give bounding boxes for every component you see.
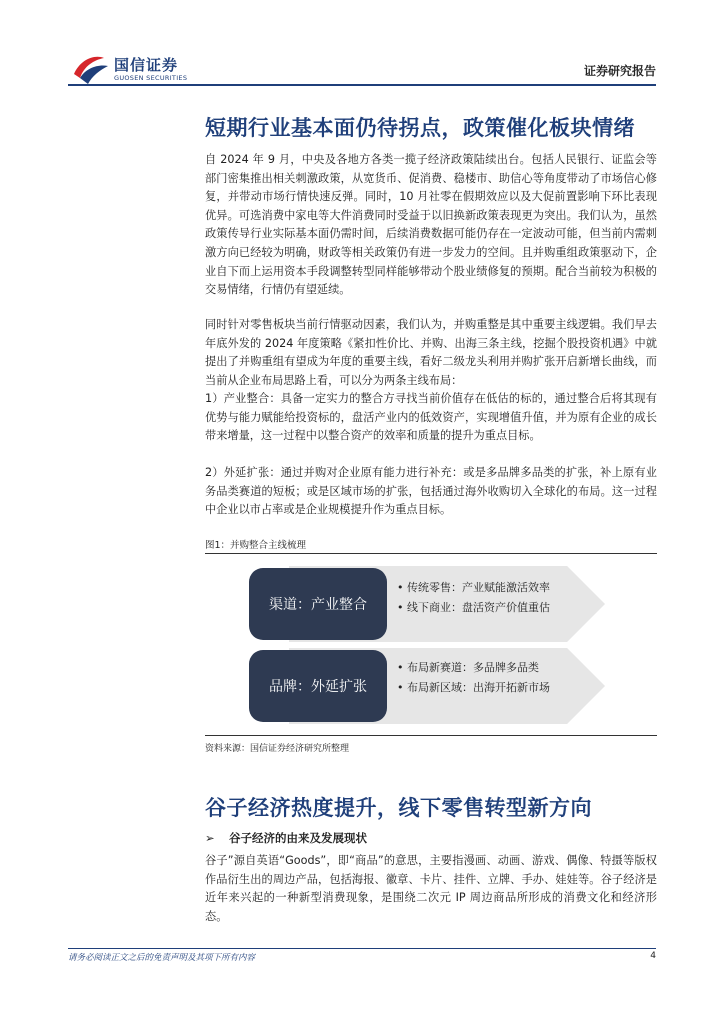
arrow-bullet-icon: ➢ (205, 831, 215, 845)
figure-top-rule (205, 553, 657, 554)
report-type-label: 证券研究报告 (583, 64, 656, 78)
page-number: 4 (650, 951, 656, 961)
paragraph-policy: 自 2024 年 9 月，中央及各地方各类一揽子经济政策陆续出台。包括人民银行、证监会等部门密集推出相关刺激政策，从宽货币、促消费、稳楼市、助信心等角度带动了市场信心修复，并带动市场行情快速反弹。同时，10 月社零在假期效应以及大促前置影响下环比表现优异。可选消费中家电等大件消费同时受益于以旧换新政策表现更为突出。我们认为，虽然政策传导行业实际基本面仍需时间，后续消费数据可能仍存在一定波动可能，但当前内需刺激方向已经较为明确，财政等相关政策仍有进一步发力的空间。且并购重组政策驱动下，企业自下而上运用资本手段调整转型同样能够带动个股业绩修复的预期。配合当前较为积极的交易情绪，行情仍有望延续。 (205, 153, 657, 297)
channel-integration-pill: 渠道：产业整合 (249, 568, 387, 640)
footer-disclaimer: 请务必阅读正文之后的免责声明及其项下所有内容 (68, 953, 256, 963)
paragraph-external-expansion: 2）外延扩张：通过并购对企业原有能力进行补充：或是多品牌多品类的扩张，补上原有业务品类赛道的短板；或是区域市场的扩张，包括通过海外收购切入全球化的布局。这一过程中企业以市占率或是企业规模提升作为重点目标。 (205, 466, 657, 517)
logo-english-name: GUOSEN SECURITIES (114, 74, 188, 82)
figure-title: 图1：并购整合主线梳理 (205, 540, 307, 551)
page-header (0, 0, 724, 90)
bullet-item: • 布局新赛道：多品牌多品类 (397, 661, 539, 674)
section-title-2: 谷子经济热度提升，线下零售转型新方向 (205, 796, 592, 820)
guosen-logo (70, 52, 200, 86)
bullet-item: • 线下商业：盘活资产价值重估 (397, 601, 550, 614)
header-divider (68, 84, 656, 86)
subsection-heading (205, 830, 367, 846)
section-title-1: 短期行业基本面仍待拐点，政策催化板块情绪 (205, 116, 635, 140)
paragraph-industry-integration: 1）产业整合：具备一定实力的整合方寻找当前价值存在低估的标的，通过整合后将其现有优势与能力赋能给投资标的，盘活产业内的低效资产，实现增值升值，并为原有企业的成长带来增量，这一过程中以整合资产的效率和质量的提升为重点目标。 (205, 392, 657, 443)
subsection-heading-text: 谷子经济的由来及发展现状 (229, 831, 367, 845)
guosen-logo-icon (70, 52, 110, 86)
figure-source: 资料来源：国信证券经济研究所整理 (205, 744, 350, 754)
bullet-item: • 传统零售：产业赋能激活效率 (397, 581, 550, 594)
paragraph-guzi-economy: 谷子”源自英语“Goods”，即“商品”的意思，主要指漫画、动画、游戏、偶像、特摄等版权作品衍生出的周边产品，包括海报、徽章、卡片、挂件、立牌、手办、娃娃等。谷子经济是近年来兴起的一种新型消费现象，是围绕二次元 IP 周边商品所形成的消费文化和经济形态。 (205, 854, 657, 923)
bullet-item: • 布局新区域：出海开拓新市场 (397, 681, 550, 694)
footer-divider (68, 948, 656, 949)
brand-expansion-pill: 品牌：外延扩张 (249, 650, 387, 722)
mna-mainline-diagram (249, 562, 605, 724)
logo-chinese-name: 国信证券 (114, 56, 179, 74)
figure-bottom-rule (205, 735, 657, 736)
paragraph-mna-mainline: 同时针对零售板块当前行情驱动因素，我们认为，并购重整是其中重要主线逻辑。我们早去年底外发的 2024 年度策略《紧扣性价比、并购、出海三条主线，挖掘个股投资机遇》中就提出了并购重组有望成为年度的重要主线，看好二级龙头利用并购扩张开启新增长曲线，而当前从企业布局思路上看，可以分为两条主线布局： (205, 318, 657, 387)
